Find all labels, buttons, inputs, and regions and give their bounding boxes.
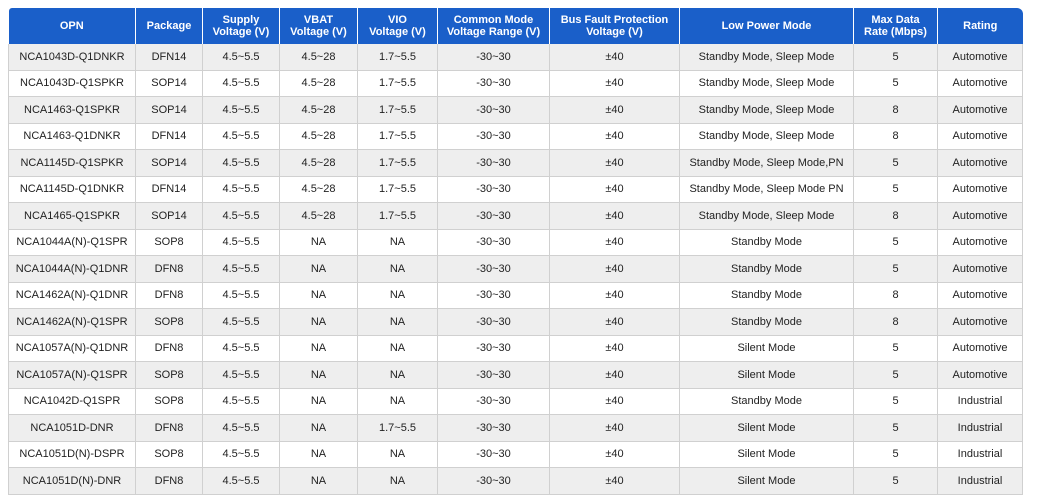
cell-bus-fault-protection: ±40 bbox=[550, 441, 680, 468]
table-row bbox=[9, 441, 1023, 468]
cell-low-power-mode: Standby Mode bbox=[680, 388, 854, 415]
header-row bbox=[9, 8, 1023, 44]
cell-opn: NCA1465-Q1SPKR bbox=[9, 203, 136, 230]
cell-package: DFN14 bbox=[136, 123, 203, 150]
cell-rating: Automotive bbox=[938, 97, 1023, 124]
cell-supply-voltage: 4.5~5.5 bbox=[203, 309, 280, 336]
cell-vbat-voltage: 4.5~28 bbox=[280, 176, 358, 203]
cell-bus-fault-protection: ±40 bbox=[550, 44, 680, 70]
cell-vio-voltage: 1.7~5.5 bbox=[358, 150, 438, 177]
cell-package: SOP14 bbox=[136, 97, 203, 124]
cell-opn: NCA1057A(N)-Q1SPR bbox=[9, 362, 136, 389]
cell-package: SOP8 bbox=[136, 388, 203, 415]
cell-bus-fault-protection: ±40 bbox=[550, 388, 680, 415]
cell-vio-voltage: NA bbox=[358, 388, 438, 415]
cell-max-data-rate: 5 bbox=[854, 229, 938, 256]
table-row bbox=[9, 468, 1023, 495]
cell-opn: NCA1043D-Q1DNKR bbox=[9, 44, 136, 70]
table-row bbox=[9, 203, 1023, 230]
cell-low-power-mode: Silent Mode bbox=[680, 441, 854, 468]
cell-package: SOP14 bbox=[136, 150, 203, 177]
table-body bbox=[9, 44, 1023, 494]
cell-max-data-rate: 5 bbox=[854, 441, 938, 468]
cell-package: SOP8 bbox=[136, 362, 203, 389]
cell-supply-voltage: 4.5~5.5 bbox=[203, 123, 280, 150]
cell-vio-voltage: NA bbox=[358, 309, 438, 336]
cell-low-power-mode: Standby Mode bbox=[680, 309, 854, 336]
cell-max-data-rate: 8 bbox=[854, 282, 938, 309]
cell-vio-voltage: NA bbox=[358, 441, 438, 468]
cell-opn: NCA1051D(N)-DNR bbox=[9, 468, 136, 495]
cell-package: SOP8 bbox=[136, 229, 203, 256]
cell-low-power-mode: Standby Mode, Sleep Mode bbox=[680, 123, 854, 150]
cell-supply-voltage: 4.5~5.5 bbox=[203, 362, 280, 389]
cell-bus-fault-protection: ±40 bbox=[550, 415, 680, 442]
cell-common-mode-range: -30~30 bbox=[438, 123, 550, 150]
cell-vbat-voltage: 4.5~28 bbox=[280, 70, 358, 97]
cell-supply-voltage: 4.5~5.5 bbox=[203, 44, 280, 70]
cell-common-mode-range: -30~30 bbox=[438, 229, 550, 256]
cell-bus-fault-protection: ±40 bbox=[550, 468, 680, 495]
cell-rating: Automotive bbox=[938, 335, 1023, 362]
cell-common-mode-range: -30~30 bbox=[438, 70, 550, 97]
cell-bus-fault-protection: ±40 bbox=[550, 282, 680, 309]
cell-vio-voltage: 1.7~5.5 bbox=[358, 97, 438, 124]
cell-low-power-mode: Standby Mode, Sleep Mode bbox=[680, 203, 854, 230]
cell-common-mode-range: -30~30 bbox=[438, 362, 550, 389]
cell-vio-voltage: 1.7~5.5 bbox=[358, 415, 438, 442]
cell-vio-voltage: NA bbox=[358, 362, 438, 389]
cell-rating: Automotive bbox=[938, 176, 1023, 203]
cell-supply-voltage: 4.5~5.5 bbox=[203, 441, 280, 468]
cell-package: SOP8 bbox=[136, 309, 203, 336]
cell-vio-voltage: 1.7~5.5 bbox=[358, 123, 438, 150]
cell-bus-fault-protection: ±40 bbox=[550, 203, 680, 230]
product-table bbox=[8, 8, 1023, 495]
table-row bbox=[9, 123, 1023, 150]
cell-max-data-rate: 5 bbox=[854, 388, 938, 415]
cell-bus-fault-protection: ±40 bbox=[550, 176, 680, 203]
header-max-data-rate: Max Data Rate (Mbps) bbox=[854, 8, 938, 44]
cell-common-mode-range: -30~30 bbox=[438, 97, 550, 124]
cell-common-mode-range: -30~30 bbox=[438, 150, 550, 177]
cell-opn: NCA1463-Q1DNKR bbox=[9, 123, 136, 150]
cell-bus-fault-protection: ±40 bbox=[550, 362, 680, 389]
cell-vbat-voltage: 4.5~28 bbox=[280, 203, 358, 230]
cell-vbat-voltage: 4.5~28 bbox=[280, 44, 358, 70]
cell-max-data-rate: 5 bbox=[854, 44, 938, 70]
cell-low-power-mode: Standby Mode, Sleep Mode bbox=[680, 44, 854, 70]
cell-supply-voltage: 4.5~5.5 bbox=[203, 282, 280, 309]
table-row bbox=[9, 70, 1023, 97]
cell-vio-voltage: NA bbox=[358, 468, 438, 495]
cell-common-mode-range: -30~30 bbox=[438, 256, 550, 283]
cell-vbat-voltage: NA bbox=[280, 229, 358, 256]
cell-low-power-mode: Standby Mode bbox=[680, 229, 854, 256]
table-row bbox=[9, 415, 1023, 442]
cell-opn: NCA1044A(N)-Q1DNR bbox=[9, 256, 136, 283]
cell-common-mode-range: -30~30 bbox=[438, 176, 550, 203]
cell-common-mode-range: -30~30 bbox=[438, 441, 550, 468]
cell-package: DFN8 bbox=[136, 256, 203, 283]
cell-max-data-rate: 5 bbox=[854, 70, 938, 97]
cell-vbat-voltage: NA bbox=[280, 441, 358, 468]
cell-rating: Industrial bbox=[938, 441, 1023, 468]
cell-max-data-rate: 8 bbox=[854, 123, 938, 150]
cell-common-mode-range: -30~30 bbox=[438, 415, 550, 442]
cell-low-power-mode: Silent Mode bbox=[680, 415, 854, 442]
header-vbat-voltage: VBAT Voltage (V) bbox=[280, 8, 358, 44]
cell-rating: Automotive bbox=[938, 70, 1023, 97]
cell-opn: NCA1043D-Q1SPKR bbox=[9, 70, 136, 97]
cell-opn: NCA1463-Q1SPKR bbox=[9, 97, 136, 124]
cell-rating: Automotive bbox=[938, 123, 1023, 150]
cell-rating: Industrial bbox=[938, 468, 1023, 495]
cell-vio-voltage: 1.7~5.5 bbox=[358, 176, 438, 203]
cell-vbat-voltage: NA bbox=[280, 256, 358, 283]
cell-vio-voltage: 1.7~5.5 bbox=[358, 44, 438, 70]
table-row bbox=[9, 176, 1023, 203]
cell-opn: NCA1051D-DNR bbox=[9, 415, 136, 442]
header-bus-fault-protection: Bus Fault Protection Voltage (V) bbox=[550, 8, 680, 44]
cell-supply-voltage: 4.5~5.5 bbox=[203, 468, 280, 495]
cell-opn: NCA1042D-Q1SPR bbox=[9, 388, 136, 415]
table-row bbox=[9, 309, 1023, 336]
cell-vio-voltage: NA bbox=[358, 282, 438, 309]
table-row bbox=[9, 388, 1023, 415]
cell-low-power-mode: Silent Mode bbox=[680, 362, 854, 389]
cell-package: SOP8 bbox=[136, 441, 203, 468]
cell-opn: NCA1462A(N)-Q1SPR bbox=[9, 309, 136, 336]
cell-max-data-rate: 8 bbox=[854, 203, 938, 230]
cell-rating: Industrial bbox=[938, 388, 1023, 415]
cell-common-mode-range: -30~30 bbox=[438, 203, 550, 230]
cell-rating: Automotive bbox=[938, 309, 1023, 336]
cell-supply-voltage: 4.5~5.5 bbox=[203, 388, 280, 415]
cell-supply-voltage: 4.5~5.5 bbox=[203, 97, 280, 124]
table-header bbox=[9, 8, 1023, 44]
cell-package: DFN14 bbox=[136, 44, 203, 70]
cell-vio-voltage: 1.7~5.5 bbox=[358, 203, 438, 230]
cell-max-data-rate: 5 bbox=[854, 256, 938, 283]
cell-opn: NCA1057A(N)-Q1DNR bbox=[9, 335, 136, 362]
cell-vbat-voltage: 4.5~28 bbox=[280, 150, 358, 177]
header-rating: Rating bbox=[938, 8, 1023, 44]
cell-max-data-rate: 5 bbox=[854, 335, 938, 362]
table-row bbox=[9, 97, 1023, 124]
cell-bus-fault-protection: ±40 bbox=[550, 335, 680, 362]
cell-low-power-mode: Silent Mode bbox=[680, 468, 854, 495]
cell-package: DFN8 bbox=[136, 335, 203, 362]
cell-rating: Automotive bbox=[938, 229, 1023, 256]
cell-low-power-mode: Silent Mode bbox=[680, 335, 854, 362]
header-opn: OPN bbox=[9, 8, 136, 44]
cell-rating: Industrial bbox=[938, 415, 1023, 442]
cell-vbat-voltage: NA bbox=[280, 309, 358, 336]
table-row bbox=[9, 44, 1023, 70]
cell-opn: NCA1044A(N)-Q1SPR bbox=[9, 229, 136, 256]
cell-max-data-rate: 5 bbox=[854, 415, 938, 442]
cell-max-data-rate: 5 bbox=[854, 150, 938, 177]
cell-low-power-mode: Standby Mode, Sleep Mode PN bbox=[680, 176, 854, 203]
header-package: Package bbox=[136, 8, 203, 44]
product-table-container bbox=[8, 8, 1022, 495]
cell-vio-voltage: 1.7~5.5 bbox=[358, 70, 438, 97]
cell-vbat-voltage: NA bbox=[280, 468, 358, 495]
cell-common-mode-range: -30~30 bbox=[438, 309, 550, 336]
cell-common-mode-range: -30~30 bbox=[438, 282, 550, 309]
cell-max-data-rate: 8 bbox=[854, 97, 938, 124]
cell-common-mode-range: -30~30 bbox=[438, 44, 550, 70]
cell-supply-voltage: 4.5~5.5 bbox=[203, 176, 280, 203]
cell-rating: Automotive bbox=[938, 256, 1023, 283]
table-row bbox=[9, 362, 1023, 389]
cell-common-mode-range: -30~30 bbox=[438, 388, 550, 415]
cell-low-power-mode: Standby Mode bbox=[680, 256, 854, 283]
cell-bus-fault-protection: ±40 bbox=[550, 150, 680, 177]
cell-max-data-rate: 5 bbox=[854, 468, 938, 495]
cell-vbat-voltage: 4.5~28 bbox=[280, 97, 358, 124]
cell-package: DFN8 bbox=[136, 282, 203, 309]
cell-supply-voltage: 4.5~5.5 bbox=[203, 203, 280, 230]
cell-vbat-voltage: NA bbox=[280, 362, 358, 389]
cell-opn: NCA1462A(N)-Q1DNR bbox=[9, 282, 136, 309]
cell-vbat-voltage: NA bbox=[280, 282, 358, 309]
cell-low-power-mode: Standby Mode, Sleep Mode,PN bbox=[680, 150, 854, 177]
cell-supply-voltage: 4.5~5.5 bbox=[203, 415, 280, 442]
cell-opn: NCA1145D-Q1SPKR bbox=[9, 150, 136, 177]
table-row bbox=[9, 282, 1023, 309]
cell-vbat-voltage: NA bbox=[280, 415, 358, 442]
table-row bbox=[9, 256, 1023, 283]
cell-bus-fault-protection: ±40 bbox=[550, 309, 680, 336]
cell-package: DFN14 bbox=[136, 176, 203, 203]
cell-bus-fault-protection: ±40 bbox=[550, 229, 680, 256]
cell-bus-fault-protection: ±40 bbox=[550, 123, 680, 150]
cell-supply-voltage: 4.5~5.5 bbox=[203, 150, 280, 177]
cell-supply-voltage: 4.5~5.5 bbox=[203, 70, 280, 97]
cell-rating: Automotive bbox=[938, 44, 1023, 70]
cell-bus-fault-protection: ±40 bbox=[550, 70, 680, 97]
cell-low-power-mode: Standby Mode, Sleep Mode bbox=[680, 97, 854, 124]
cell-package: DFN8 bbox=[136, 468, 203, 495]
cell-bus-fault-protection: ±40 bbox=[550, 97, 680, 124]
cell-vio-voltage: NA bbox=[358, 229, 438, 256]
cell-vbat-voltage: NA bbox=[280, 388, 358, 415]
header-low-power-mode: Low Power Mode bbox=[680, 8, 854, 44]
cell-common-mode-range: -30~30 bbox=[438, 335, 550, 362]
header-vio-voltage: VIO Voltage (V) bbox=[358, 8, 438, 44]
cell-opn: NCA1051D(N)-DSPR bbox=[9, 441, 136, 468]
header-common-mode-range: Common Mode Voltage Range (V) bbox=[438, 8, 550, 44]
cell-common-mode-range: -30~30 bbox=[438, 468, 550, 495]
cell-package: SOP14 bbox=[136, 203, 203, 230]
table-row bbox=[9, 335, 1023, 362]
cell-package: DFN8 bbox=[136, 415, 203, 442]
cell-vio-voltage: NA bbox=[358, 256, 438, 283]
cell-rating: Automotive bbox=[938, 150, 1023, 177]
cell-vbat-voltage: NA bbox=[280, 335, 358, 362]
cell-vio-voltage: NA bbox=[358, 335, 438, 362]
cell-rating: Automotive bbox=[938, 203, 1023, 230]
cell-max-data-rate: 8 bbox=[854, 309, 938, 336]
header-supply-voltage: Supply Voltage (V) bbox=[203, 8, 280, 44]
cell-supply-voltage: 4.5~5.5 bbox=[203, 335, 280, 362]
cell-supply-voltage: 4.5~5.5 bbox=[203, 256, 280, 283]
cell-vbat-voltage: 4.5~28 bbox=[280, 123, 358, 150]
cell-low-power-mode: Standby Mode bbox=[680, 282, 854, 309]
table-row bbox=[9, 229, 1023, 256]
cell-low-power-mode: Standby Mode, Sleep Mode bbox=[680, 70, 854, 97]
table-row bbox=[9, 150, 1023, 177]
cell-rating: Automotive bbox=[938, 362, 1023, 389]
cell-max-data-rate: 5 bbox=[854, 176, 938, 203]
cell-bus-fault-protection: ±40 bbox=[550, 256, 680, 283]
cell-rating: Automotive bbox=[938, 282, 1023, 309]
cell-supply-voltage: 4.5~5.5 bbox=[203, 229, 280, 256]
cell-package: SOP14 bbox=[136, 70, 203, 97]
cell-max-data-rate: 5 bbox=[854, 362, 938, 389]
cell-opn: NCA1145D-Q1DNKR bbox=[9, 176, 136, 203]
